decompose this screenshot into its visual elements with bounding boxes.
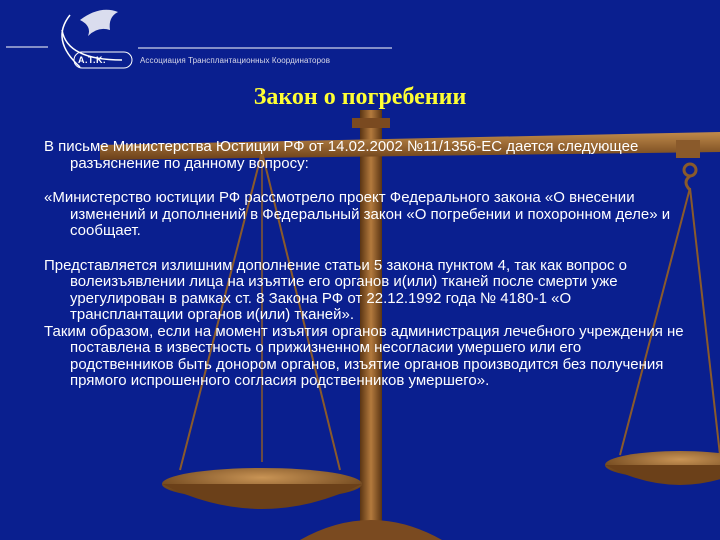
- slide-title: Закон о погребении: [253, 84, 467, 110]
- paragraph-conclusion: Таким образом, если на момент изъятия органов администрация лечебного учреждения не поставлена в известность о прижизненном несогласии умершего или его родственников быть донором органов, изъятие органов производится без получения прямого испрошенного согласия родственников умершего».: [44, 322, 684, 389]
- dove-icon: [80, 10, 118, 36]
- organization-name: Ассоциация Трансплантационных Координаторов: [140, 56, 331, 65]
- paragraph-article-5: Представляется излишним дополнение статьи 5 закона пунктом 4, так как вопрос о волеизъявлении лица на изъятие его органов и(или) тканей после смерти уже урегулирован в рамках ст. 8 Закона РФ от 22.12.1992 года № 4180-1 «О трансплантации органов и(или) тканей».: [44, 256, 628, 323]
- slide-body: [44, 139, 684, 390]
- ass-logo: [0, 0, 400, 80]
- scale-base: [300, 520, 442, 540]
- paragraph-ministry-review: «Министерство юстиции РФ рассмотрело проект Федерального закона «О внесении изменений и дополнений в Федеральный закон «О погребении и похоронном деле» и сообщает.: [44, 189, 671, 239]
- paragraph-ministry-letter: В письме Министерства Юстиции РФ от 14.02.2002 №11/1356-ЕС дается следующее разъяснение по данному вопросу:: [44, 138, 639, 172]
- logo-mark: A.T.K.: [78, 55, 107, 65]
